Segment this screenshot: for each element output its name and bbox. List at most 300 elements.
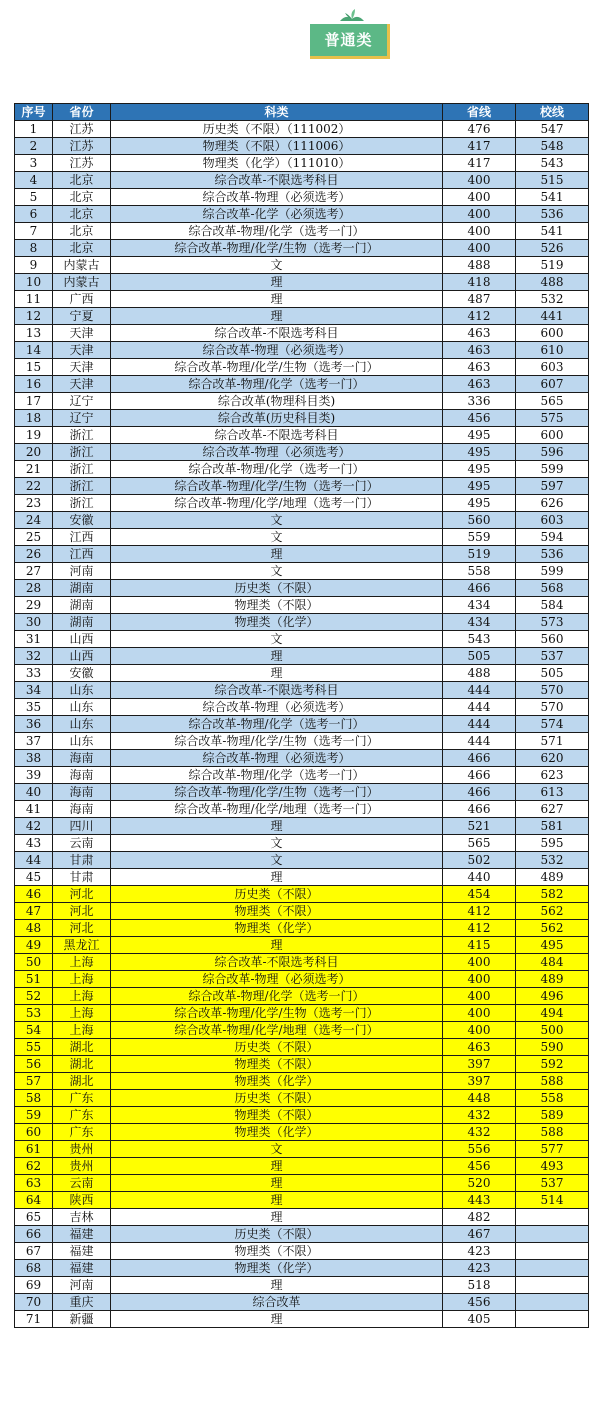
cell-subject: 综合改革-物理/化学/生物（选考一门） — [111, 784, 443, 801]
table-row — [15, 1141, 589, 1158]
table-row — [15, 155, 589, 172]
cell-subject: 综合改革(物理科目类) — [111, 393, 443, 410]
cell-province: 河北 — [53, 886, 111, 903]
table-row — [15, 1175, 589, 1192]
cell-school-line: 575 — [516, 410, 589, 427]
category-label: 普通类 — [310, 24, 390, 59]
table-row — [15, 223, 589, 240]
cell-index: 54 — [15, 1022, 53, 1039]
cell-index: 57 — [15, 1073, 53, 1090]
cell-province-line: 518 — [443, 1277, 516, 1294]
cell-index: 35 — [15, 699, 53, 716]
cell-index: 69 — [15, 1277, 53, 1294]
cell-subject: 文 — [111, 563, 443, 580]
cell-index: 18 — [15, 410, 53, 427]
cell-school-line: 505 — [516, 665, 589, 682]
cell-province-line: 444 — [443, 682, 516, 699]
table-row — [15, 988, 589, 1005]
cell-province: 辽宁 — [53, 393, 111, 410]
cell-index: 47 — [15, 903, 53, 920]
cell-province-line: 440 — [443, 869, 516, 886]
cell-school-line: 620 — [516, 750, 589, 767]
table-row — [15, 1039, 589, 1056]
table-row — [15, 138, 589, 155]
cell-school-line — [516, 1226, 589, 1243]
cell-province-line: 543 — [443, 631, 516, 648]
cell-school-line: 493 — [516, 1158, 589, 1175]
cell-index: 29 — [15, 597, 53, 614]
cell-school-line: 537 — [516, 648, 589, 665]
cell-province-line: 423 — [443, 1260, 516, 1277]
cell-province: 广东 — [53, 1124, 111, 1141]
cell-province-line: 400 — [443, 954, 516, 971]
table-row — [15, 750, 589, 767]
cell-province-line: 565 — [443, 835, 516, 852]
cell-subject: 综合改革 — [111, 1294, 443, 1311]
table-row — [15, 954, 589, 971]
cell-index: 49 — [15, 937, 53, 954]
cell-province: 四川 — [53, 818, 111, 835]
table-row — [15, 1158, 589, 1175]
cell-province-line: 443 — [443, 1192, 516, 1209]
table-row — [15, 835, 589, 852]
cell-province-line: 417 — [443, 138, 516, 155]
table-row — [15, 512, 589, 529]
cell-subject: 综合改革-物理/化学/生物（选考一门） — [111, 478, 443, 495]
cell-province-line: 434 — [443, 597, 516, 614]
cell-school-line: 599 — [516, 563, 589, 580]
cell-school-line: 600 — [516, 325, 589, 342]
cell-school-line: 536 — [516, 206, 589, 223]
cell-subject: 综合改革-物理（必须选考） — [111, 971, 443, 988]
cell-school-line: 541 — [516, 223, 589, 240]
cell-index: 52 — [15, 988, 53, 1005]
cell-subject: 物理类（不限） — [111, 597, 443, 614]
table-row — [15, 478, 589, 495]
cell-province: 江苏 — [53, 138, 111, 155]
cell-subject: 文 — [111, 1141, 443, 1158]
cell-province-line: 520 — [443, 1175, 516, 1192]
cell-school-line: 610 — [516, 342, 589, 359]
cell-subject: 综合改革-物理/化学/生物（选考一门） — [111, 733, 443, 750]
cell-index: 9 — [15, 257, 53, 274]
cell-province-line: 495 — [443, 495, 516, 512]
cell-index: 45 — [15, 869, 53, 886]
cell-province: 陕西 — [53, 1192, 111, 1209]
cell-subject: 理 — [111, 291, 443, 308]
cell-school-line: 600 — [516, 427, 589, 444]
cell-province: 上海 — [53, 954, 111, 971]
cell-province-line: 467 — [443, 1226, 516, 1243]
cell-index: 16 — [15, 376, 53, 393]
cell-school-line: 613 — [516, 784, 589, 801]
cell-province: 天津 — [53, 359, 111, 376]
cell-province-line: 488 — [443, 665, 516, 682]
cell-index: 23 — [15, 495, 53, 512]
cell-index: 30 — [15, 614, 53, 631]
cell-province-line: 502 — [443, 852, 516, 869]
cell-province-line: 448 — [443, 1090, 516, 1107]
table-row — [15, 1243, 589, 1260]
cell-school-line: 588 — [516, 1124, 589, 1141]
cell-province: 湖南 — [53, 597, 111, 614]
cell-province: 贵州 — [53, 1141, 111, 1158]
cell-index: 56 — [15, 1056, 53, 1073]
cell-index: 24 — [15, 512, 53, 529]
cell-school-line: 568 — [516, 580, 589, 597]
cell-index: 43 — [15, 835, 53, 852]
table-row — [15, 784, 589, 801]
cell-index: 27 — [15, 563, 53, 580]
header-index: 序号 — [15, 104, 53, 121]
table-row — [15, 376, 589, 393]
cell-school-line: 627 — [516, 801, 589, 818]
cell-school-line: 547 — [516, 121, 589, 138]
table-row — [15, 1226, 589, 1243]
cell-index: 55 — [15, 1039, 53, 1056]
cell-subject: 综合改革-不限选考科目 — [111, 954, 443, 971]
cell-subject: 物理类（不限） — [111, 1107, 443, 1124]
cell-index: 11 — [15, 291, 53, 308]
cell-index: 14 — [15, 342, 53, 359]
cell-province: 湖北 — [53, 1073, 111, 1090]
cell-subject: 综合改革-物理（必须选考） — [111, 750, 443, 767]
cell-index: 58 — [15, 1090, 53, 1107]
cell-index: 50 — [15, 954, 53, 971]
cell-province-line: 476 — [443, 121, 516, 138]
cell-school-line: 584 — [516, 597, 589, 614]
cell-province: 天津 — [53, 325, 111, 342]
table-row — [15, 189, 589, 206]
cell-index: 60 — [15, 1124, 53, 1141]
admission-score-table — [14, 103, 589, 1328]
cell-index: 15 — [15, 359, 53, 376]
cell-province-line: 463 — [443, 359, 516, 376]
cell-school-line: 571 — [516, 733, 589, 750]
cell-province: 浙江 — [53, 495, 111, 512]
cell-province: 福建 — [53, 1243, 111, 1260]
cell-subject: 综合改革-物理/化学/生物（选考一门） — [111, 240, 443, 257]
cell-province-line: 559 — [443, 529, 516, 546]
cell-school-line: 573 — [516, 614, 589, 631]
cell-province: 北京 — [53, 172, 111, 189]
cell-province: 海南 — [53, 784, 111, 801]
cell-province: 安徽 — [53, 665, 111, 682]
cell-province: 浙江 — [53, 444, 111, 461]
table-row — [15, 733, 589, 750]
cell-subject: 综合改革-物理/化学/生物（选考一门） — [111, 1005, 443, 1022]
table-row — [15, 461, 589, 478]
cell-school-line: 536 — [516, 546, 589, 563]
cell-subject: 理 — [111, 546, 443, 563]
cell-province: 江西 — [53, 529, 111, 546]
cell-school-line — [516, 1209, 589, 1226]
cell-province: 宁夏 — [53, 308, 111, 325]
cell-index: 62 — [15, 1158, 53, 1175]
table-row — [15, 172, 589, 189]
cell-subject: 物理类（化学）（111010） — [111, 155, 443, 172]
cell-subject: 理 — [111, 1158, 443, 1175]
cell-index: 10 — [15, 274, 53, 291]
cell-province: 江西 — [53, 546, 111, 563]
header-school-line: 校线 — [516, 104, 589, 121]
table-row — [15, 648, 589, 665]
cell-school-line — [516, 1277, 589, 1294]
cell-province: 内蒙古 — [53, 257, 111, 274]
table-row — [15, 1311, 589, 1328]
cell-province: 新疆 — [53, 1311, 111, 1328]
cell-subject: 文 — [111, 852, 443, 869]
table-row — [15, 682, 589, 699]
table-row — [15, 1277, 589, 1294]
book-plant-icon — [338, 8, 366, 22]
cell-subject: 文 — [111, 512, 443, 529]
cell-province-line: 466 — [443, 580, 516, 597]
cell-subject: 物理类（化学） — [111, 1124, 443, 1141]
cell-subject: 综合改革-物理/化学（选考一门） — [111, 988, 443, 1005]
cell-province-line: 444 — [443, 733, 516, 750]
cell-school-line: 543 — [516, 155, 589, 172]
cell-index: 37 — [15, 733, 53, 750]
cell-province-line: 423 — [443, 1243, 516, 1260]
table-row — [15, 920, 589, 937]
cell-province-line: 466 — [443, 750, 516, 767]
cell-index: 63 — [15, 1175, 53, 1192]
cell-province: 上海 — [53, 1022, 111, 1039]
cell-index: 6 — [15, 206, 53, 223]
cell-index: 44 — [15, 852, 53, 869]
cell-province-line: 400 — [443, 1022, 516, 1039]
cell-province-line: 397 — [443, 1056, 516, 1073]
cell-province-line: 456 — [443, 410, 516, 427]
cell-province-line: 463 — [443, 376, 516, 393]
cell-subject: 综合改革-不限选考科目 — [111, 325, 443, 342]
table-row — [15, 665, 589, 682]
cell-subject: 理 — [111, 1209, 443, 1226]
cell-province-line: 456 — [443, 1294, 516, 1311]
cell-school-line: 596 — [516, 444, 589, 461]
cell-index: 20 — [15, 444, 53, 461]
cell-province: 浙江 — [53, 478, 111, 495]
cell-subject: 综合改革-物理/化学/地理（选考一门） — [111, 801, 443, 818]
table-row — [15, 121, 589, 138]
cell-province: 广东 — [53, 1090, 111, 1107]
cell-subject: 综合改革-不限选考科目 — [111, 172, 443, 189]
cell-index: 28 — [15, 580, 53, 597]
cell-index: 5 — [15, 189, 53, 206]
table-row — [15, 1073, 589, 1090]
cell-province: 上海 — [53, 988, 111, 1005]
header-province: 省份 — [53, 104, 111, 121]
cell-index: 17 — [15, 393, 53, 410]
cell-school-line: 484 — [516, 954, 589, 971]
cell-subject: 综合改革-物理/化学/生物（选考一门） — [111, 359, 443, 376]
cell-subject: 综合改革-不限选考科目 — [111, 682, 443, 699]
cell-school-line: 532 — [516, 291, 589, 308]
cell-school-line: 581 — [516, 818, 589, 835]
cell-province-line: 466 — [443, 767, 516, 784]
cell-province: 天津 — [53, 342, 111, 359]
cell-province-line: 400 — [443, 172, 516, 189]
table-row — [15, 852, 589, 869]
cell-school-line: 495 — [516, 937, 589, 954]
cell-index: 33 — [15, 665, 53, 682]
cell-province: 吉林 — [53, 1209, 111, 1226]
cell-index: 41 — [15, 801, 53, 818]
cell-index: 36 — [15, 716, 53, 733]
cell-index: 4 — [15, 172, 53, 189]
cell-province-line: 412 — [443, 920, 516, 937]
table-row — [15, 257, 589, 274]
cell-subject: 物理类（化学） — [111, 1073, 443, 1090]
table-row — [15, 937, 589, 954]
cell-subject: 文 — [111, 835, 443, 852]
table-row — [15, 1005, 589, 1022]
cell-school-line: 592 — [516, 1056, 589, 1073]
cell-index: 59 — [15, 1107, 53, 1124]
cell-province-line: 521 — [443, 818, 516, 835]
cell-subject: 综合改革-物理（必须选考） — [111, 699, 443, 716]
cell-province-line: 495 — [443, 461, 516, 478]
cell-subject: 物理类（化学） — [111, 614, 443, 631]
cell-school-line: 594 — [516, 529, 589, 546]
cell-subject: 历史类（不限） — [111, 1039, 443, 1056]
cell-province-line: 418 — [443, 274, 516, 291]
cell-province-line: 405 — [443, 1311, 516, 1328]
cell-province-line: 495 — [443, 478, 516, 495]
cell-school-line: 558 — [516, 1090, 589, 1107]
cell-subject: 物理类（化学） — [111, 920, 443, 937]
cell-school-line: 494 — [516, 1005, 589, 1022]
cell-index: 22 — [15, 478, 53, 495]
cell-subject: 历史类（不限） — [111, 1226, 443, 1243]
cell-province: 山东 — [53, 699, 111, 716]
table-row — [15, 1090, 589, 1107]
cell-school-line: 489 — [516, 971, 589, 988]
cell-province-line: 487 — [443, 291, 516, 308]
cell-subject: 理 — [111, 1277, 443, 1294]
cell-school-line: 562 — [516, 903, 589, 920]
cell-subject: 理 — [111, 937, 443, 954]
cell-school-line: 548 — [516, 138, 589, 155]
cell-subject: 文 — [111, 631, 443, 648]
table-header-row — [15, 104, 589, 121]
cell-province: 北京 — [53, 240, 111, 257]
cell-province-line: 463 — [443, 1039, 516, 1056]
cell-province: 云南 — [53, 1175, 111, 1192]
table-row — [15, 274, 589, 291]
cell-province-line: 444 — [443, 699, 516, 716]
cell-province: 上海 — [53, 1005, 111, 1022]
table-row — [15, 903, 589, 920]
cell-province-line: 488 — [443, 257, 516, 274]
table-row — [15, 546, 589, 563]
category-banner — [0, 0, 599, 80]
cell-school-line: 588 — [516, 1073, 589, 1090]
cell-province: 内蒙古 — [53, 274, 111, 291]
cell-province: 北京 — [53, 206, 111, 223]
cell-subject: 历史类（不限）（111002） — [111, 121, 443, 138]
cell-subject: 综合改革-物理（必须选考） — [111, 189, 443, 206]
table-row — [15, 1260, 589, 1277]
table-row — [15, 818, 589, 835]
table-row — [15, 359, 589, 376]
cell-subject: 综合改革(历史科目类) — [111, 410, 443, 427]
cell-subject: 理 — [111, 1192, 443, 1209]
table-row — [15, 325, 589, 342]
table-row — [15, 1022, 589, 1039]
table-row — [15, 563, 589, 580]
cell-province-line: 432 — [443, 1124, 516, 1141]
cell-province: 山东 — [53, 716, 111, 733]
cell-school-line: 537 — [516, 1175, 589, 1192]
cell-province-line: 432 — [443, 1107, 516, 1124]
cell-province: 广东 — [53, 1107, 111, 1124]
cell-province-line: 400 — [443, 189, 516, 206]
cell-school-line: 560 — [516, 631, 589, 648]
cell-province: 江苏 — [53, 121, 111, 138]
table-row — [15, 597, 589, 614]
cell-school-line: 488 — [516, 274, 589, 291]
cell-province-line: 463 — [443, 325, 516, 342]
cell-index: 31 — [15, 631, 53, 648]
cell-province: 甘肃 — [53, 852, 111, 869]
cell-subject: 历史类（不限） — [111, 1090, 443, 1107]
cell-school-line: 489 — [516, 869, 589, 886]
table-row — [15, 410, 589, 427]
cell-subject: 综合改革-物理（必须选考） — [111, 342, 443, 359]
cell-province-line: 400 — [443, 206, 516, 223]
cell-school-line: 515 — [516, 172, 589, 189]
cell-subject: 理 — [111, 818, 443, 835]
cell-subject: 文 — [111, 529, 443, 546]
cell-province-line: 336 — [443, 393, 516, 410]
cell-province: 河南 — [53, 563, 111, 580]
cell-province-line: 466 — [443, 801, 516, 818]
cell-province: 北京 — [53, 189, 111, 206]
cell-school-line: 577 — [516, 1141, 589, 1158]
cell-school-line: 589 — [516, 1107, 589, 1124]
cell-school-line — [516, 1311, 589, 1328]
cell-index: 42 — [15, 818, 53, 835]
cell-province: 辽宁 — [53, 410, 111, 427]
cell-province: 山东 — [53, 682, 111, 699]
cell-index: 25 — [15, 529, 53, 546]
cell-index: 38 — [15, 750, 53, 767]
cell-subject: 综合改革-物理/化学（选考一门） — [111, 767, 443, 784]
cell-school-line: 599 — [516, 461, 589, 478]
cell-index: 40 — [15, 784, 53, 801]
cell-index: 32 — [15, 648, 53, 665]
cell-school-line — [516, 1260, 589, 1277]
cell-province-line: 466 — [443, 784, 516, 801]
cell-province-line: 400 — [443, 240, 516, 257]
cell-subject: 历史类（不限） — [111, 580, 443, 597]
table-row — [15, 801, 589, 818]
cell-province-line: 400 — [443, 223, 516, 240]
cell-school-line: 607 — [516, 376, 589, 393]
cell-index: 71 — [15, 1311, 53, 1328]
cell-subject: 理 — [111, 648, 443, 665]
table-row — [15, 716, 589, 733]
table-row — [15, 1192, 589, 1209]
cell-school-line: 441 — [516, 308, 589, 325]
cell-index: 51 — [15, 971, 53, 988]
cell-province: 北京 — [53, 223, 111, 240]
cell-province: 黑龙江 — [53, 937, 111, 954]
cell-province-line: 560 — [443, 512, 516, 529]
cell-province-line: 505 — [443, 648, 516, 665]
